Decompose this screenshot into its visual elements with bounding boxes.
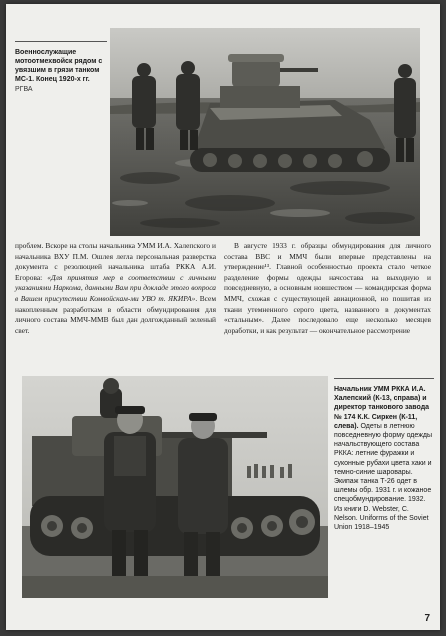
bottom-caption-title: Начальник УММ РККА И.А. Халепский (К-13, справа) и директор танкового завода № 174 К.К. Сиркен (К-11, слева). (334, 386, 430, 430)
top-caption-source: РГВА (15, 86, 33, 93)
caption-top-rule (15, 41, 107, 42)
top-photo-caption (15, 48, 107, 94)
left-col-part-3: . Всем накопленным разработкам в области обмундирования для личного состава ММЧ-ММВ был дан долгожданный зеленый свет. (15, 293, 217, 335)
photo-tank-ms1 (110, 28, 420, 236)
caption-bottom-rule (334, 378, 434, 379)
photo-tank-ms1-image (110, 28, 420, 236)
page-number: 7 (424, 613, 430, 624)
photo-officers-t26-image (22, 376, 328, 598)
top-caption-text: Военнослужащие мотоотмехвойск рядом с увязшим в грязи танком МС-1. Конец 1920-х гг. (15, 49, 103, 83)
book-page (6, 4, 440, 630)
bottom-photo-caption (334, 385, 434, 532)
text-column-right (224, 241, 431, 336)
bottom-caption-text: Одеты в летнюю повседневную форму одежды начальствующего состава РККА: летние фуражки и суконные рубахи цвета хаки и темно-синие шаровары. Экипаж танка Т-26 одет в шлемы обр. 1931 г. и кожаное спецобмундирование. 1932. Из книги D. Webster, C. Nelson. Uniforms of the Soviet Union 1918–1945 (334, 422, 433, 532)
left-col-quote: «Для принятия мер в соответствии с личными указаниями Наркома, данными Вам при докладе этого вопроса в Вашем присутствии Комвойскам-ми УВО т. ЯКИРА» (15, 272, 216, 303)
photo-officers-t26 (22, 376, 328, 598)
text-column-left (15, 241, 216, 336)
right-col-paragraph: В августе 1933 г. образцы обмундирования для личного состава ВВС и ММЧ были впервые представлены на утверждение¹³. Главной особенностью проекта стало четкое разделение формы одежды начсостава на выходную и повседневную, а основным новшеством — командирская форма ММЧ, схожая с существующей авиационной, но пошитая из ткани утемненного серого цвета, названного в документах «стальным». Далее последовало еще несколько месяцев доработки, и как результат — окончательное рассмотрение (224, 241, 431, 335)
left-col-part-1: проблем. Вскоре на столы начальника УММ И.А. Халепского и начальника ВХУ П.М. Ошлея легла персональная разверстка документа с резолюцией начальника штаба РККА А.И. Егорова: (15, 241, 216, 282)
